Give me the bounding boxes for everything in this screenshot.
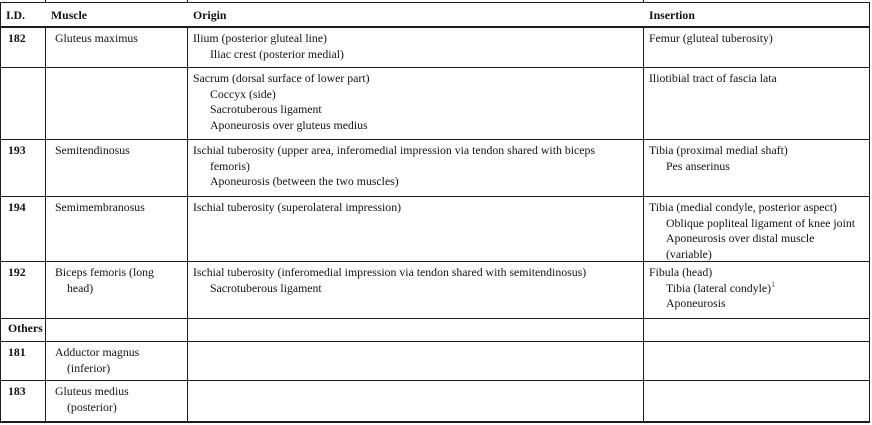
muscle-cell — [46, 262, 188, 318]
origin-line: femoris) — [210, 158, 250, 173]
insertion-cell — [644, 140, 869, 196]
muscle-cell — [46, 381, 188, 421]
id-cell: 182 — [1, 28, 46, 67]
table-row-181 — [1, 342, 869, 381]
origin-line: Aponeurosis (between the two muscles) — [210, 174, 399, 189]
origin-cell — [188, 342, 644, 380]
insertion-line: Oblique popliteal ligament of knee joint — [666, 215, 856, 230]
origin-line: Coccyx (side) — [210, 86, 276, 101]
table-row-193 — [1, 140, 869, 197]
muscle-line: Adductor magnus — [55, 345, 140, 359]
header-muscle: Muscle — [51, 8, 88, 22]
origin-cell — [188, 381, 644, 421]
origin-line: Iliac crest (posterior medial) — [210, 46, 344, 61]
insertion-line: Fibula (head) — [649, 265, 713, 279]
muscle-cell — [46, 197, 188, 261]
header-insertion: Insertion — [649, 8, 695, 22]
id-cell: Others — [1, 319, 46, 341]
origin-line: Sacrotuberous ligament — [210, 102, 322, 117]
table-header-row — [1, 3, 869, 28]
column-tick — [45, 0, 46, 3]
insertion-cell — [644, 28, 869, 67]
origin-line: Sacrum (dorsal surface of lower part) — [193, 71, 370, 85]
insertion-cell — [644, 197, 869, 261]
origin-line: Sacrotuberous ligament — [210, 280, 322, 295]
insertion-line-text: Tibia (lateral condyle) — [666, 280, 772, 295]
origin-cell — [188, 28, 644, 67]
muscle-line: Semitendinosus — [55, 143, 130, 157]
id-cell: 193 — [1, 140, 46, 196]
insertion-line — [666, 281, 867, 297]
id-cell: 192 — [1, 262, 46, 318]
origin-line: Ilium (posterior gluteal line) — [193, 31, 327, 45]
table-row-182b — [1, 68, 869, 140]
origin-cell — [188, 68, 644, 139]
insertion-cell — [644, 342, 869, 380]
muscle-line: Gluteus medius — [55, 384, 129, 398]
insertion-cell — [644, 262, 869, 318]
muscle-line: (posterior) — [67, 399, 117, 414]
insertion-cell — [644, 381, 869, 421]
muscle-cell — [46, 68, 188, 139]
id-cell: 194 — [1, 197, 46, 261]
table-row-182a — [1, 28, 869, 68]
header-id: I.D. — [6, 8, 26, 22]
insertion-cell — [644, 68, 869, 139]
insertion-line: Iliotibial tract of fascia lata — [649, 71, 777, 85]
origin-cell — [188, 197, 644, 261]
origin-cell — [188, 140, 644, 196]
insertion-line: Aponeurosis — [666, 296, 726, 311]
origin-line: Ischial tuberosity (superolateral impression) — [193, 200, 402, 214]
table-row-others — [1, 319, 869, 342]
insertion-cell — [644, 319, 869, 341]
muscle-cell — [46, 28, 188, 67]
insertion-line: Aponeurosis over distal muscle — [666, 231, 815, 246]
insertion-line: Pes anserinus — [666, 158, 730, 173]
footnote-marker: 1 — [771, 279, 776, 289]
table-row-194 — [1, 197, 869, 262]
muscle-line: Biceps femoris (long — [55, 265, 154, 279]
muscle-table — [0, 2, 870, 423]
id-cell: 183 — [1, 381, 46, 421]
id-cell — [1, 68, 46, 139]
insertion-line: Tibia (proximal medial shaft) — [649, 143, 788, 157]
muscle-line: head) — [67, 280, 94, 295]
muscle-line: Semimembranosus — [55, 200, 145, 214]
origin-line: Aponeurosis over gluteus medius — [210, 117, 368, 132]
muscle-cell — [46, 140, 188, 196]
origin-cell — [188, 262, 644, 318]
muscle-line: (inferior) — [67, 360, 111, 375]
insertion-line: Femur (gluteal tuberosity) — [649, 31, 773, 45]
id-cell: 181 — [1, 342, 46, 380]
table-row-192 — [1, 262, 869, 319]
muscle-cell — [46, 319, 188, 341]
column-tick — [643, 0, 644, 3]
column-tick — [187, 0, 188, 3]
origin-cell — [188, 319, 644, 341]
table-row-183 — [1, 381, 869, 421]
muscle-cell — [46, 342, 188, 380]
header-origin: Origin — [193, 8, 227, 22]
muscle-line: Gluteus maximus — [55, 31, 138, 45]
origin-line: Ischial tuberosity (upper area, inferomedial impression via tendon shared with biceps — [193, 143, 595, 157]
origin-line: Ischial tuberosity (inferomedial impression via tendon shared with semitendinosus) — [193, 265, 587, 279]
insertion-line: (variable) — [666, 246, 712, 261]
insertion-line: Tibia (medial condyle, posterior aspect) — [649, 200, 837, 214]
